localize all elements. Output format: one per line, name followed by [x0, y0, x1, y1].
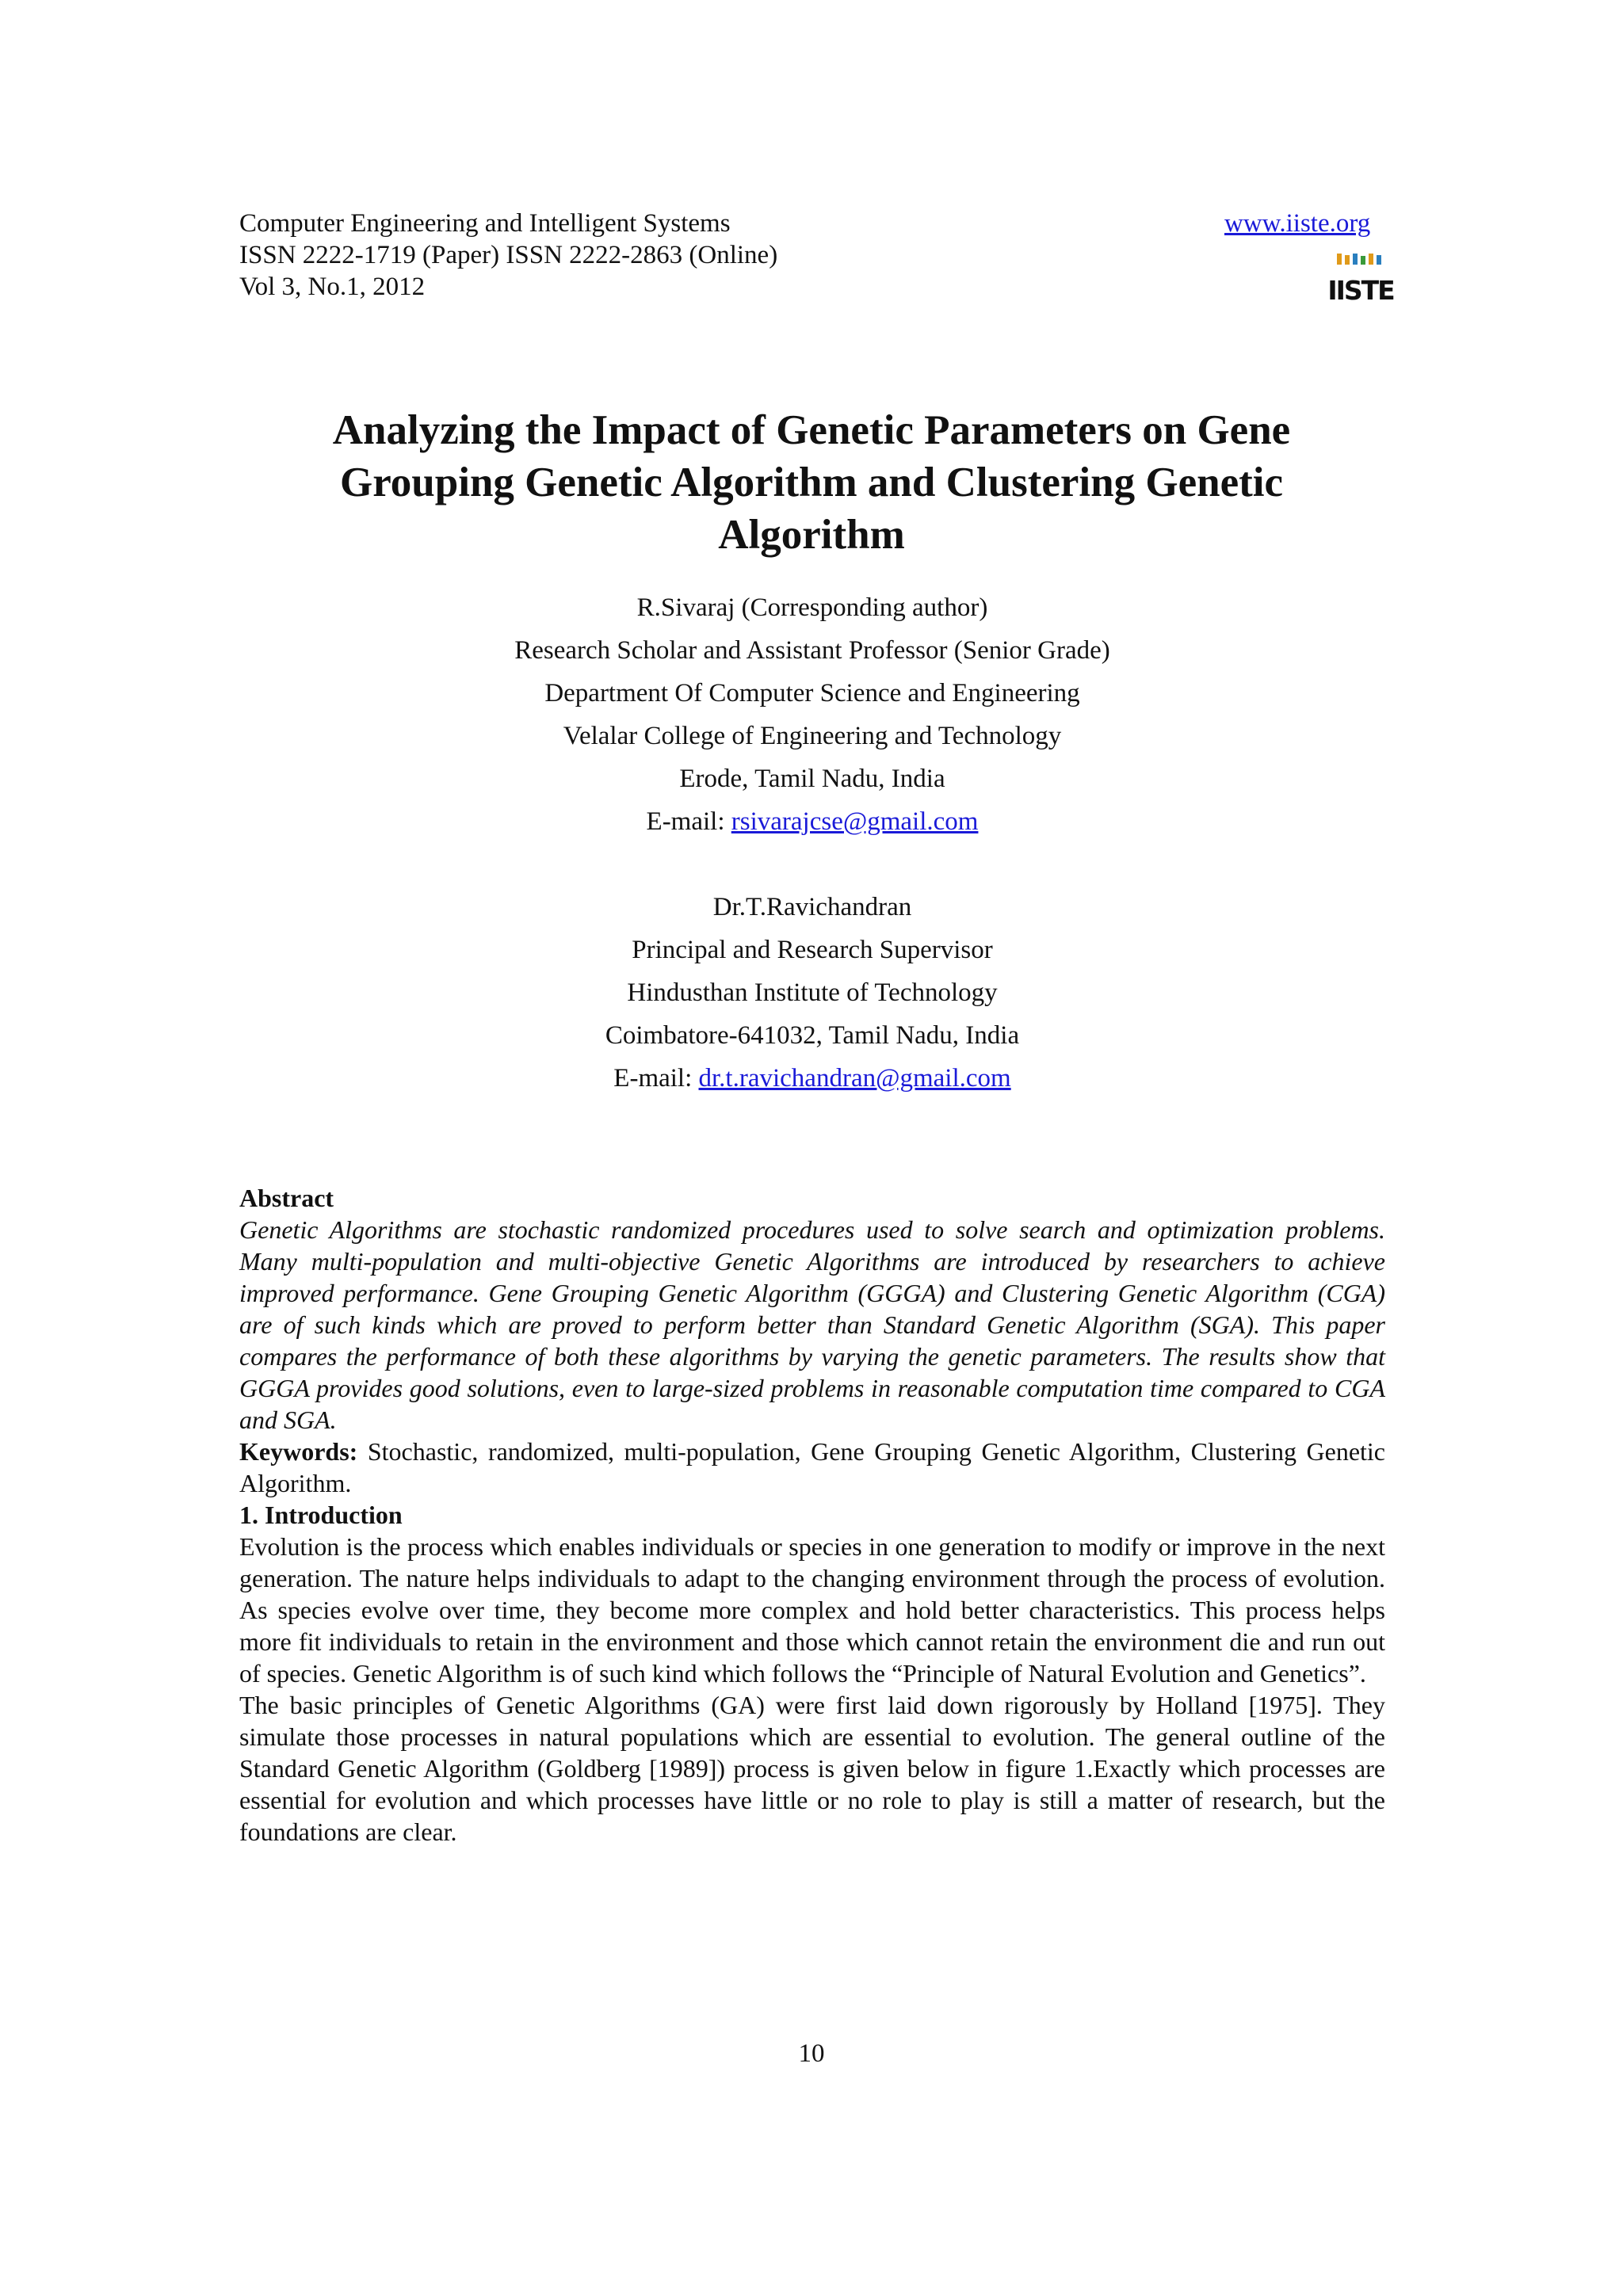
- journal-name: Computer Engineering and Intelligent Systems: [239, 209, 731, 238]
- title-line-3: Algorithm: [718, 512, 905, 558]
- journal-header: [239, 208, 777, 303]
- author2-institution: Hindusthan Institute of Technology: [627, 978, 998, 1007]
- introduction-paragraph-2: The basic principles of Genetic Algorithms (GA) were first laid down rigorously by Holland [1975]. They simulate those processes in natural populations which are essential to evolution. The general outline of the Standard Genetic Algorithm (Goldberg [1989]) process is given below in figure 1.Exactly which processes are essential for evolution and which processes have little or no role to play is still a matter of research, but the foundations are clear.: [239, 1691, 1385, 1846]
- author2-email-label: E-mail:: [613, 1064, 699, 1093]
- paper-body: [239, 1182, 1385, 1848]
- website-link[interactable]: www.iiste.org: [1224, 209, 1371, 238]
- keywords-text: Stochastic, randomized, multi-population, Gene Grouping Genetic Algorithm, Clustering Genetic Algorithm.: [239, 1437, 1385, 1497]
- title-line-2: Grouping Genetic Algorithm and Clustering Genetic: [339, 460, 1284, 505]
- iiste-logo-icon: [1327, 252, 1394, 306]
- author1-role: Research Scholar and Assistant Professor (Senior Grade): [514, 636, 1110, 665]
- keywords: [239, 1436, 1385, 1499]
- author-spacer: [239, 843, 1385, 886]
- journal-issn: ISSN 2222-1719 (Paper) ISSN 2222-2863 (Online): [239, 241, 778, 269]
- page-number: 10: [798, 2039, 825, 2068]
- author-block: [239, 586, 1385, 1100]
- introduction-heading: 1. Introduction: [239, 1501, 403, 1529]
- author1-institution: Velalar College of Engineering and Technology: [563, 722, 1062, 750]
- author1-email-line: [239, 800, 1385, 843]
- author2-email-line: [239, 1057, 1385, 1100]
- abstract-heading: Abstract: [239, 1184, 334, 1212]
- paper-title: [238, 404, 1385, 561]
- author2-email-link[interactable]: dr.t.ravichandran@gmail.com: [698, 1064, 1011, 1093]
- author1-email-link[interactable]: rsivarajcse@gmail.com: [731, 807, 979, 836]
- journal-volume: Vol 3, No.1, 2012: [239, 273, 426, 301]
- author1-department: Department Of Computer Science and Engineering: [544, 679, 1080, 707]
- keywords-label: Keywords:: [239, 1437, 358, 1466]
- author2-name: Dr.T.Ravichandran: [712, 893, 912, 921]
- abstract-text: Genetic Algorithms are stochastic randomized procedures used to solve search and optimization problems. Many multi-population and multi-objective Genetic Algorithms are introduced by researchers to achieve improved performance. Gene Grouping Genetic Algorithm (GGGA) and Clustering Genetic Algorithm (CGA) are of such kinds which are proved to perform better than Standard Genetic Algorithm (SGA). This paper compares the performance of both these algorithms by varying the genetic parameters. The results show that GGGA provides good solutions, even to large-sized problems in reasonable computation time compared to CGA and SGA.: [239, 1215, 1385, 1434]
- author2-role: Principal and Research Supervisor: [632, 936, 993, 964]
- author1-name: R.Sivaraj (Corresponding author): [636, 593, 988, 622]
- author2-location: Coimbatore-641032, Tamil Nadu, India: [605, 1021, 1020, 1050]
- logo-text: IISTE: [1327, 275, 1394, 306]
- author1-email-label: E-mail:: [646, 807, 731, 836]
- title-line-1: Analyzing the Impact of Genetic Parameters on Gene: [332, 407, 1291, 453]
- author1-location: Erode, Tamil Nadu, India: [679, 765, 945, 793]
- introduction-paragraph-1: Evolution is the process which enables individuals or species in one generation to modify or improve in the next generation. The nature helps individuals to adapt to the changing environment through the process of evolution. As species evolve over time, they become more complex and hold better characteristics. This process helps more fit individuals to retain in the environment and those which cannot retain the environment die and run out of species. Genetic Algorithm is of such kind which follows the “Principle of Natural Evolution and Genetics”.: [239, 1532, 1385, 1688]
